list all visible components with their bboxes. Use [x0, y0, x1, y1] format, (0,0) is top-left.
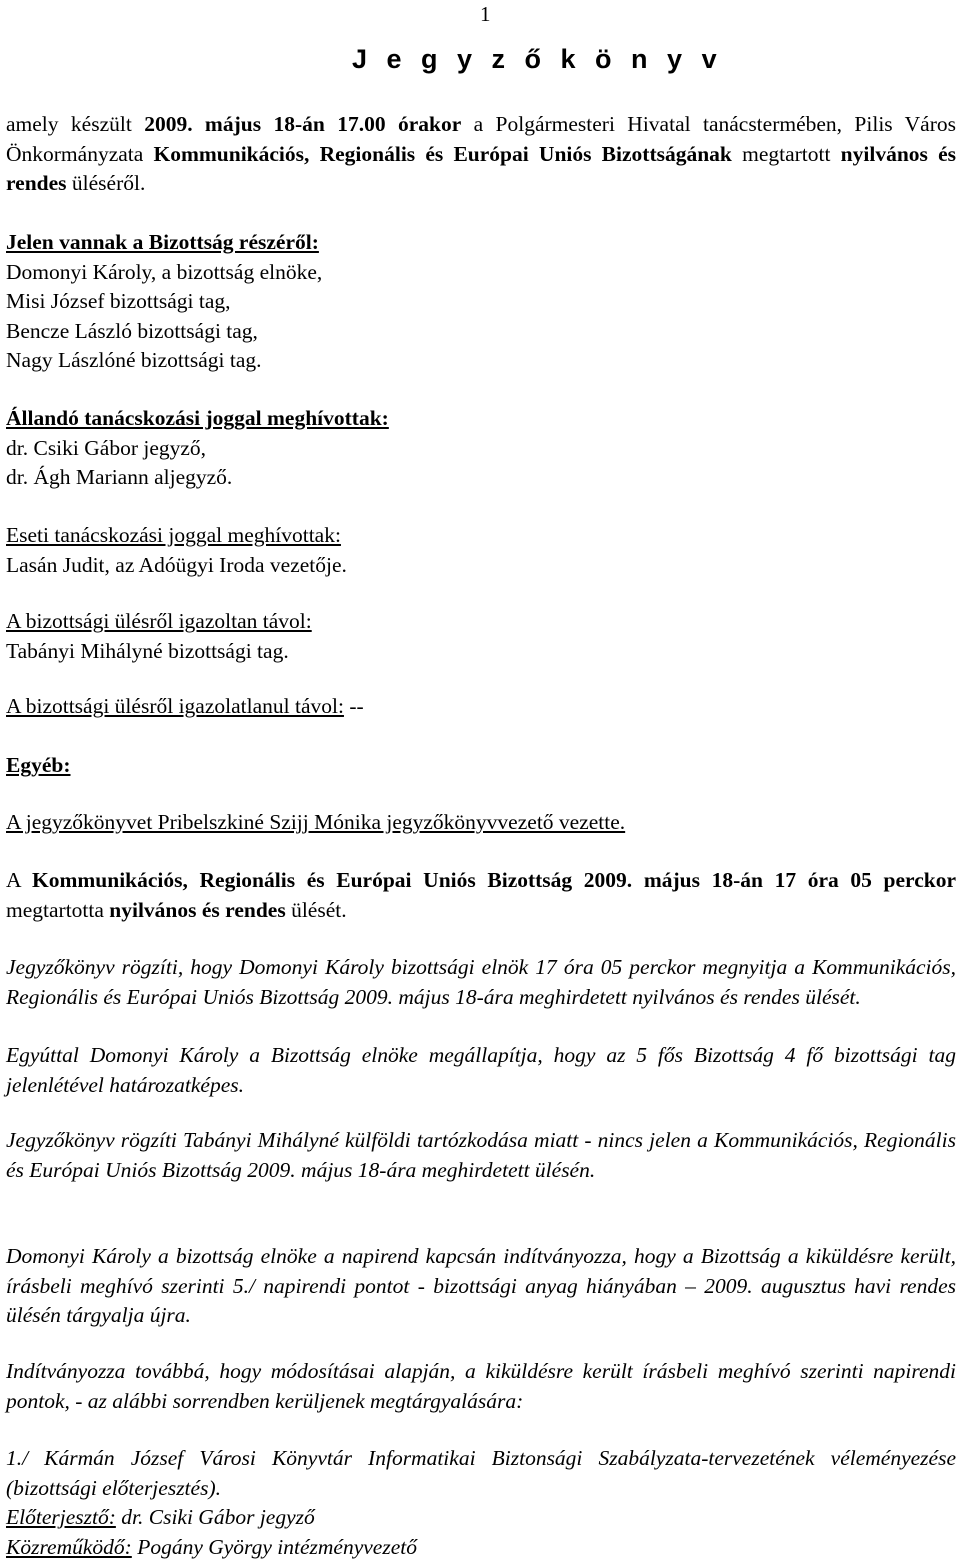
paragraph-quorum: Egyúttal Domonyi Károly a Bizottság elnöke megállapítja, hogy az 5 fős Bizottság 4 fő bizottsági tag jelenlétével határozatképes. [6, 1041, 956, 1100]
present-heading: Jelen vannak a Bizottság részéről: [6, 228, 956, 258]
present-member: Nagy Lászlóné bizottsági tag. [6, 346, 956, 376]
other-section [6, 751, 956, 781]
document-title: J e g y z ő k ö n y v [352, 44, 723, 75]
present-member: Misi József bizottsági tag, [6, 287, 956, 317]
permanent-heading: Állandó tanácskozási joggal meghívottak: [6, 404, 956, 434]
present-member: Bencze László bizottsági tag, [6, 317, 956, 347]
excused-heading: A bizottsági ülésről igazoltan távol: [6, 607, 956, 637]
other-heading: Egyéb: [6, 753, 71, 777]
agenda-item-presenter: Előterjesztő: dr. Csiki Gábor jegyző [6, 1503, 956, 1533]
agenda-item-1 [6, 1444, 956, 1562]
unexcused-value: -- [344, 694, 364, 718]
occasional-heading: Eseti tanácskozási joggal meghívottak: [6, 521, 956, 551]
minutes-taker: A jegyzőkönyvet Pribelszkiné Szijj Mónika jegyzőkönyvvezető vezette. [6, 808, 956, 838]
agenda-item-contributor: Közreműködő: Pogány György intézményvezető [6, 1533, 956, 1562]
excused-member: Tabányi Mihályné bizottsági tag. [6, 637, 956, 667]
paragraph-opening-record: Jegyzőkönyv rögzíti, hogy Domonyi Károly bizottsági elnök 17 óra 05 perckor megnyitja a Kommunikációs, Regionális és Európai Uniós Bizottság 2009. május 18-ára meghirdetett nyilvános és rendes ülését. [6, 953, 956, 1012]
paragraph-agenda-motion: Domonyi Károly a bizottság elnöke a napirend kapcsán indítványozza, hogy a Bizottság a kiküldésre került, írásbeli meghívó szerinti 5./ napirendi pontot - bizottsági anyag hiányában – 2009. augusztus havi rendes ülésén tárgyalja újra. [6, 1242, 956, 1331]
occasional-invitees-section [6, 521, 956, 580]
permanent-invitee: dr. Csiki Gábor jegyző, [6, 434, 956, 464]
page-number: 1 [480, 2, 491, 27]
paragraph-absence: Jegyzőkönyv rögzíti Tabányi Mihályné külföldi tartózkodása miatt - nincs jelen a Kommunikációs, Regionális és Európai Uniós Bizottság 2009. május 18-ára meghirdetett ülésén. [6, 1126, 956, 1185]
opening-paragraph: A Kommunikációs, Regionális és Európai Uniós Bizottság 2009. május 18-án 17 óra 05 perckor megtartotta nyilvános és rendes ülését. [6, 866, 956, 925]
present-member: Domonyi Károly, a bizottság elnöke, [6, 258, 956, 288]
permanent-invitee: dr. Ágh Mariann aljegyző. [6, 463, 956, 493]
unexcused-heading: A bizottsági ülésről igazolatlanul távol: [6, 694, 344, 718]
unexcused-section [6, 692, 956, 722]
excused-section [6, 607, 956, 666]
present-section [6, 228, 956, 376]
paragraph-agenda-order: Indítványozza továbbá, hogy módosításai alapján, a kiküldésre került írásbeli meghívó szerinti napirendi pontok, - az alábbi sorrendben kerüljenek megtárgyalására: [6, 1357, 956, 1416]
intro-paragraph: amely készült 2009. május 18-án 17.00 órakor a Polgármesteri Hivatal tanácstermében, Pilis Város Önkormányzata Kommunikációs, Regionális és Európai Uniós Bizottságának megtartott nyilvános és rendes üléséről. [6, 110, 956, 199]
occasional-invitee: Lasán Judit, az Adóügyi Iroda vezetője. [6, 551, 956, 581]
permanent-invitees-section [6, 404, 956, 493]
agenda-item-text: 1./ Kármán József Városi Könyvtár Informatikai Biztonsági Szabályzata-tervezetének véleményezése (bizottsági előterjesztés). [6, 1444, 956, 1503]
